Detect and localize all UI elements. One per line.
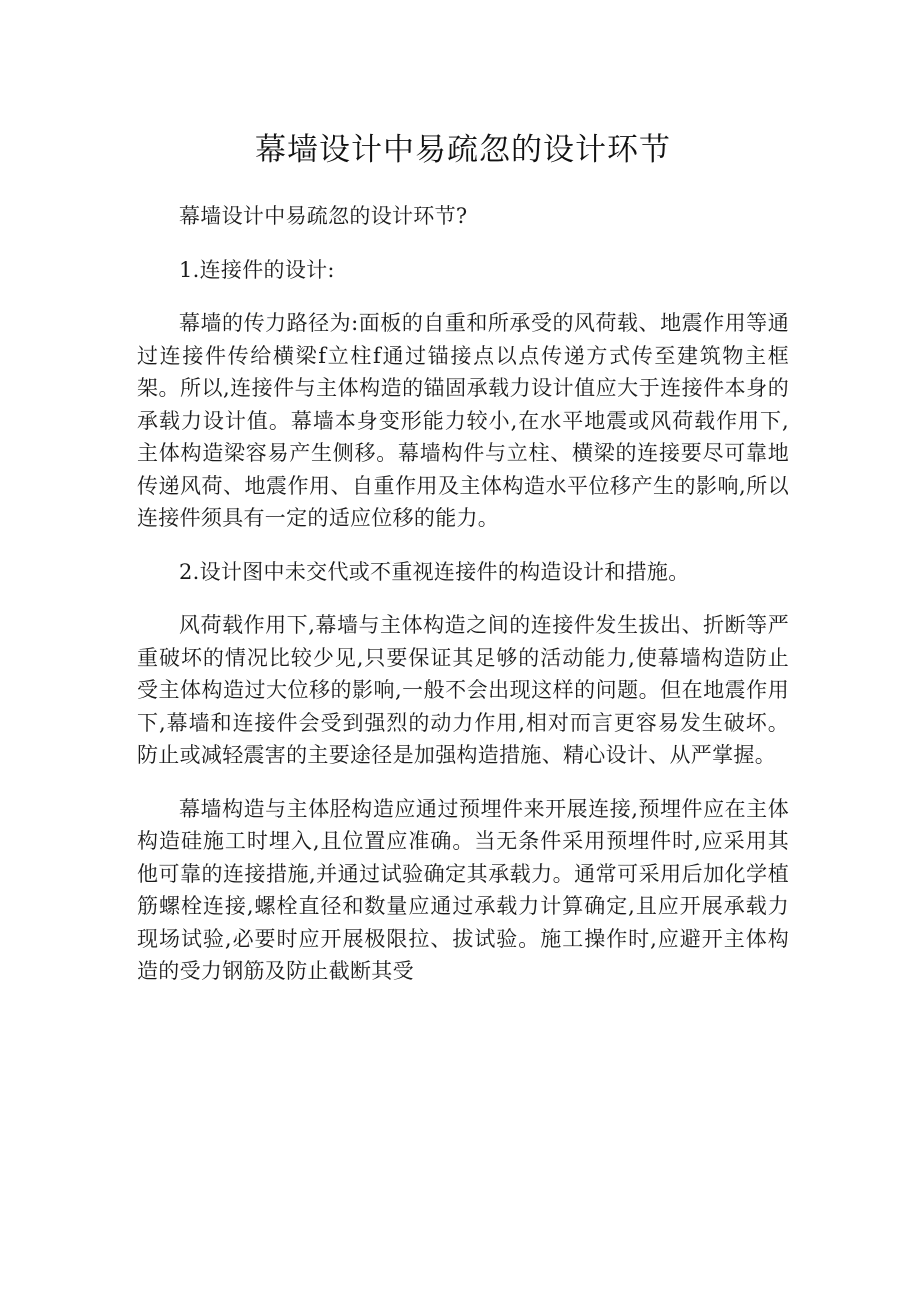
paragraph-heading-1: 1.连接件的设计: [179, 257, 335, 282]
paragraph-heading-2: 2.设计图中未交代或不重视连接件的构造设计和措施。 [179, 559, 690, 584]
paragraph-load-path: 幕墙的传力路径为:面板的自重和所承受的风荷载、地震作用等通过连接件传给横梁f立柱f通过锚接点以点传递方式传至建筑物主框架。所以,连接件与主体构造的锚固承载力设计值应大于连接件本身的承载力设计值。幕墙本身变形能力较小,在水平地震或风荷载作用下,主体构造梁容易产生侧移。幕墙构件与立柱、横梁的连接要尽可靠地传递风荷、地震作用、自重作用及主体构造水平位移产生的影响,所以连接件须具有一定的适应位移的能力。 [137, 311, 789, 530]
paragraph-intro-question: 幕墙设计中易疏忽的设计环节? [179, 204, 468, 228]
document-title: 幕墙设计中易疏忽的设计环节 [255, 132, 671, 168]
document-page [137, 128, 789, 1009]
paragraph-embedded-parts: 幕墙构造与主体胫构造应通过预埋件来开展连接,预埋件应在主体构造硅施工时埋入,且位置应准确。当无条件采用预埋件时,应采用其他可靠的连接措施,并通过试验确定其承载力。通常可采用后加化学植筋螺栓连接,螺栓直径和数量应通过承载力计算确定,且应开展承载力现场试验,必要时应开展极限拉、拔试验。施工操作时,应避开主体构造的受力钢筋及防止截断其受 [137, 796, 789, 983]
paragraph-seismic: 风荷载作用下,幕墙与主体构造之间的连接件发生拔出、折断等严重破坏的情况比较少见,只要保证其足够的活动能力,使幕墙构造防止受主体构造过大位移的影响,一般不会出现这样的问题。但在地震作用下,幕墙和连接件会受到强烈的动力作用,相对而言更容易发生破坏。防止或减轻震害的主要途径是加强构造措施、精心设计、从严掌握。 [137, 613, 789, 767]
